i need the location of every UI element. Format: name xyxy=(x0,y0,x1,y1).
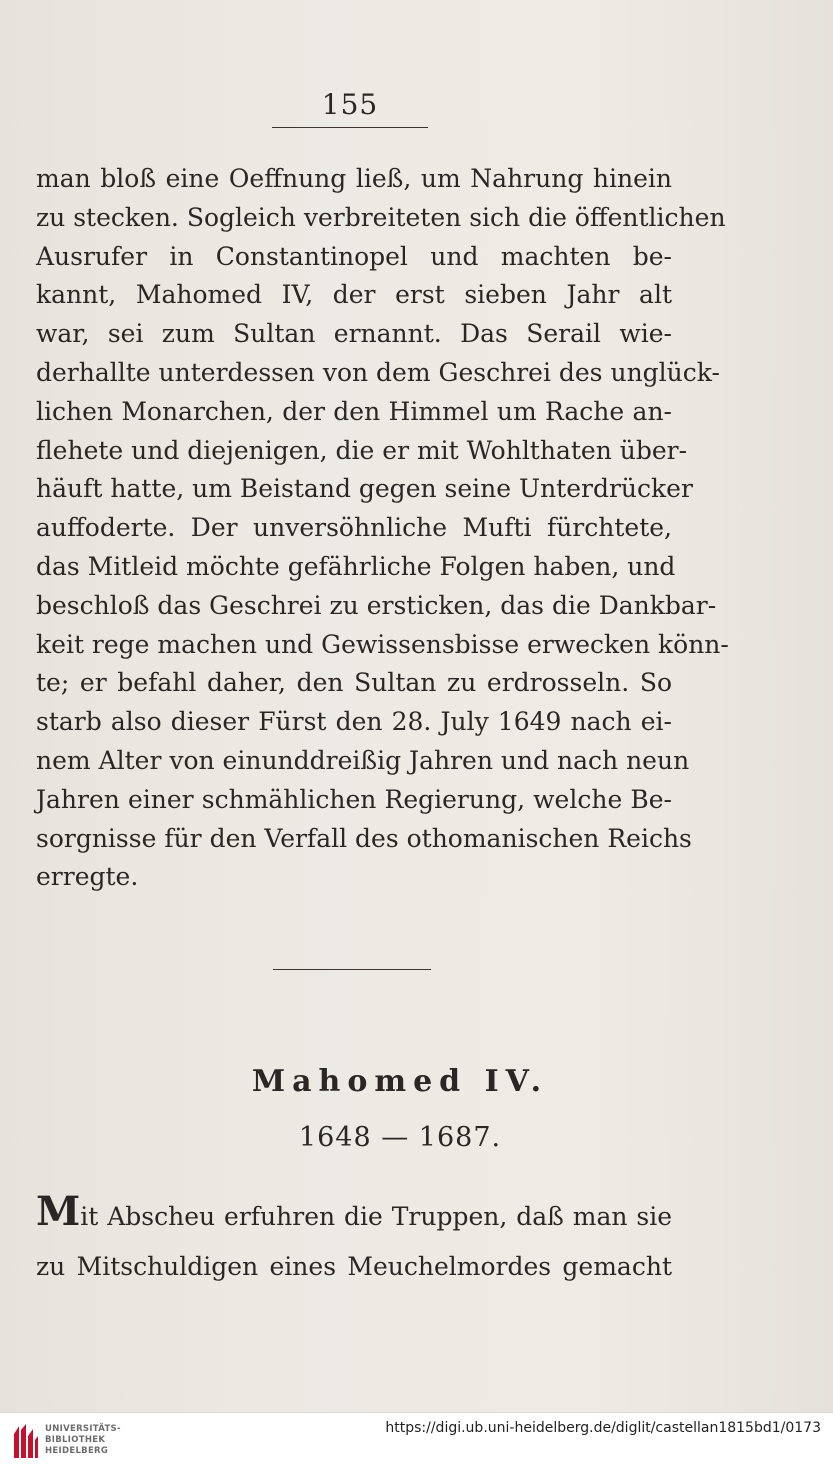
text-line: war, sei zum Sultan ernannt. Das Serail wie- xyxy=(36,319,672,349)
text-line: zu Mitschuldigen eines Meuchelmordes gemacht xyxy=(36,1252,672,1281)
text-line: erregte. xyxy=(36,862,139,892)
text-line: Ausrufer in Constantinopel und machten be- xyxy=(36,241,672,271)
text-line: flehete und diejenigen, die er mit Wohlthaten über- xyxy=(36,435,688,465)
text-line: sorgnisse für den Verfall des othomanischen Reichs xyxy=(36,823,692,853)
body-text xyxy=(36,160,729,897)
text-line: te; er befahl daher, den Sultan zu erdrosseln. So xyxy=(36,668,672,698)
text-line: beschloß das Geschrei zu ersticken, das die Dankbar- xyxy=(36,590,717,620)
permalink-url[interactable]: https://digi.ub.uni-heidelberg.de/diglit/castellan1815bd1/0173 xyxy=(385,1420,821,1436)
text-line: das Mitleid möchte gefährliche Folgen haben, und xyxy=(36,551,676,581)
text-line: lichen Monarchen, der den Himmel um Rache an- xyxy=(36,396,672,426)
section-divider xyxy=(273,969,431,970)
logo-text xyxy=(45,1424,121,1457)
text-line: häuft hatte, um Beistand gegen seine Unterdrücker xyxy=(36,474,693,504)
heidelberg-library-logo-icon xyxy=(10,1422,40,1460)
text-line: auffoderte. Der unversöhnliche Mufti fürchtete, xyxy=(36,513,672,543)
text-line: man bloß eine Oeffnung ließ, um Nahrung hinein xyxy=(36,164,672,193)
section-years: 1648 — 1687. xyxy=(298,1122,502,1153)
text-line: derhallte unterdessen von dem Geschrei des unglück- xyxy=(36,357,720,387)
text-line: zu stecken. Sogleich verbreiteten sich die öffentlichen xyxy=(36,202,726,232)
text-line xyxy=(36,1188,672,1242)
section-text xyxy=(36,1188,672,1292)
text-line: kannt, Mahomed IV, der erst sieben Jahr alt xyxy=(36,280,672,310)
text-line: nem Alter von einunddreißig Jahren und nach neun xyxy=(36,745,690,775)
header-rule xyxy=(272,127,428,128)
text-line: keit rege machen und Gewissensbisse erwecken könn- xyxy=(36,629,729,659)
text-line: starb also dieser Fürst den 28. July 1649 nach ei- xyxy=(36,707,672,737)
section-title: Mahomed IV. xyxy=(251,1064,549,1099)
text-line-rest: it Abscheu erfuhren die Truppen, daß man sie xyxy=(80,1202,672,1231)
logo-line: BIBLIOTHEK xyxy=(45,1435,106,1445)
library-logo[interactable] xyxy=(10,1418,120,1464)
page-number: 155 xyxy=(321,88,379,121)
logo-line: UNIVERSITÄTS- xyxy=(45,1424,121,1434)
text-line: Jahren einer schmählichen Regierung, welche Be- xyxy=(36,784,672,814)
logo-line: HEIDELBERG xyxy=(45,1446,109,1456)
drop-cap: M xyxy=(36,1188,81,1235)
